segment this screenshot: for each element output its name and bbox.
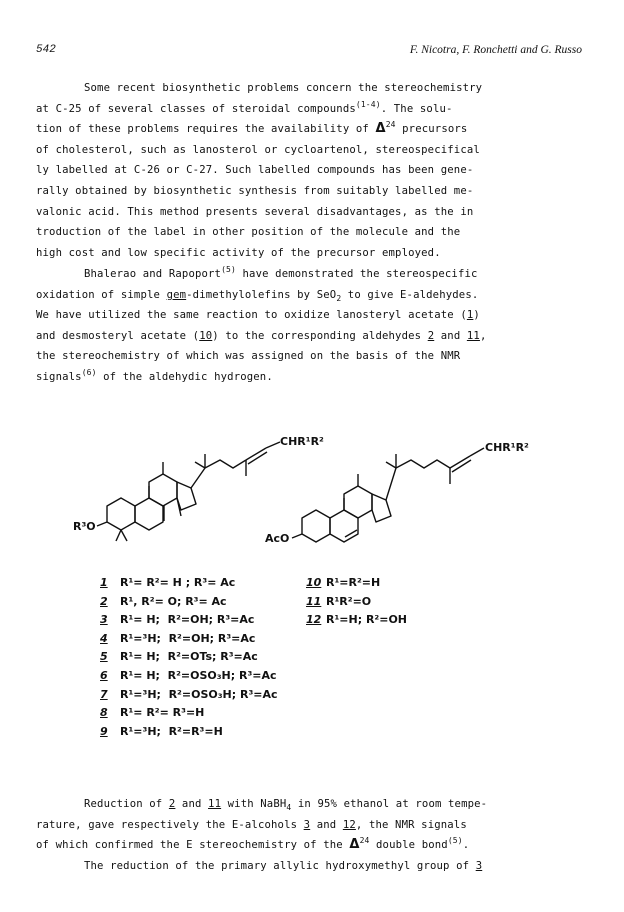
paragraph-oxidation (36, 264, 592, 388)
text-line: the stereochemistry of which was assigned on the basis of the NMR (36, 350, 461, 363)
r3o-label: R³O (73, 520, 96, 533)
text-line: oxidation of simple gem-dimethylolefins by SeO$_2$ to give E-aldehydes. (36, 288, 479, 303)
legend-row: 5 R¹= H; R²=OTs; R³=Ac (100, 650, 258, 664)
text-line: high cost and low specific activity of the precursor employed. (36, 246, 441, 259)
compound-ref: 11 (466, 329, 480, 342)
legend-row: 7 R¹=³H; R²=OSO₃H; R³=Ac (100, 687, 278, 701)
page-number: 542 (36, 44, 56, 56)
legend-row: 2 R¹, R²= O; R³= Ac (100, 594, 227, 608)
compound-legend-left (100, 574, 278, 741)
legend-row: 6 R¹= H; R²=OSO₃H; R³=Ac (100, 668, 277, 682)
text-line: Bhalerao and Rapoport$^{(5)}$ have demonstrated the stereospecific (84, 265, 478, 280)
legend-row: 3 R¹= H; R²=OH; R³=Ac (100, 613, 255, 627)
text-line: The reduction of the primary allylic hydroxymethyl group of 3 (84, 859, 483, 872)
compound-legend-right (306, 574, 407, 630)
compound-ref: 11 (208, 798, 222, 810)
text-line: We have utilized the same reaction to oxidize lanosteryl acetate (1) (36, 309, 480, 322)
legend-row: 11 R¹R²=O (306, 594, 372, 608)
legend-row: 12 R¹=H; R²=OH (306, 613, 408, 627)
text-line: of cholesterol, such as lanosterol or cycloartenol, stereospecifical (36, 143, 480, 156)
legend-row: 4 R¹=³H; R²=OH; R³=Ac (100, 631, 256, 645)
compound-ref: 2 (427, 329, 435, 342)
text-line: at C-25 of several classes of steroidal compounds$^{(1-4)}$. The solu- (36, 99, 453, 115)
side-chain-label-right: CHR¹R² (485, 441, 529, 454)
compound-ref: 12 (342, 818, 356, 831)
text-line: rally obtained by biosynthetic synthesis from suitably labelled me- (36, 184, 474, 197)
running-head-authors: F. Nicotra, F. Ronchetti and G. Russo (409, 44, 582, 56)
text-line: Reduction of 2 and 11 with NaBH$_4$ in 95% ethanol at room tempe- (84, 798, 488, 812)
compound-ref: 10 (199, 329, 213, 342)
side-chain-label-left: CHR¹R² (280, 435, 324, 448)
compound-ref: 2 (168, 798, 176, 810)
legend-row: 8 R¹= R²= R³=H (100, 706, 205, 720)
text-line: signals$^{(6)}$ of the aldehydic hydrogen. (36, 367, 273, 383)
text-line: rature, gave respectively the E-alcohols 3 and 12, the NMR signals (36, 818, 467, 831)
citation-ref: (1-4) (355, 99, 381, 109)
legend-row: 9 R¹=³H; R²=R³=H (100, 724, 223, 738)
compound-ref: 3 (475, 859, 483, 872)
citation-ref: (6) (81, 367, 97, 377)
text-line: and desmosteryl acetate (10) to the corresponding aldehydes 2 and 11, (36, 329, 487, 342)
lanosterol-skeleton (97, 442, 280, 541)
aco-label: AcO (265, 532, 290, 545)
citation-ref: (5) (221, 265, 236, 274)
legend-row: 10 R¹=R²=H (306, 576, 381, 589)
compound-ref: 1 (466, 309, 474, 322)
text-line: Some recent biosynthetic problems concern the stereochemistry (84, 82, 483, 94)
text-line: tion of these problems requires the availability of $\Delta^{24}$ precursors (36, 120, 468, 137)
text-line: valonic acid. This method presents several disadvantages, as the in (36, 205, 474, 218)
page-header (36, 44, 582, 62)
paragraph-reduction (36, 794, 592, 876)
compound-ref: 3 (303, 818, 311, 831)
delta-symbol: Δ (375, 121, 386, 137)
desmosterol-skeleton (292, 448, 484, 542)
text-line: troduction of the label in other position of the molecule and the (36, 226, 461, 239)
citation-ref: (5) (447, 836, 463, 846)
text-line: ly labelled at C-26 or C-27. Such labelled compounds has been gene- (36, 164, 474, 177)
paragraph-intro (36, 78, 592, 263)
text-line: of which confirmed the E stereochemistry of the $\Delta^{24}$ double bond$^{(5)}$. (36, 836, 470, 853)
legend-row: 1 R¹= R²= H ; R³= Ac (100, 576, 236, 589)
delta-symbol: Δ (349, 837, 360, 853)
steroid-structures-figure (60, 412, 560, 562)
